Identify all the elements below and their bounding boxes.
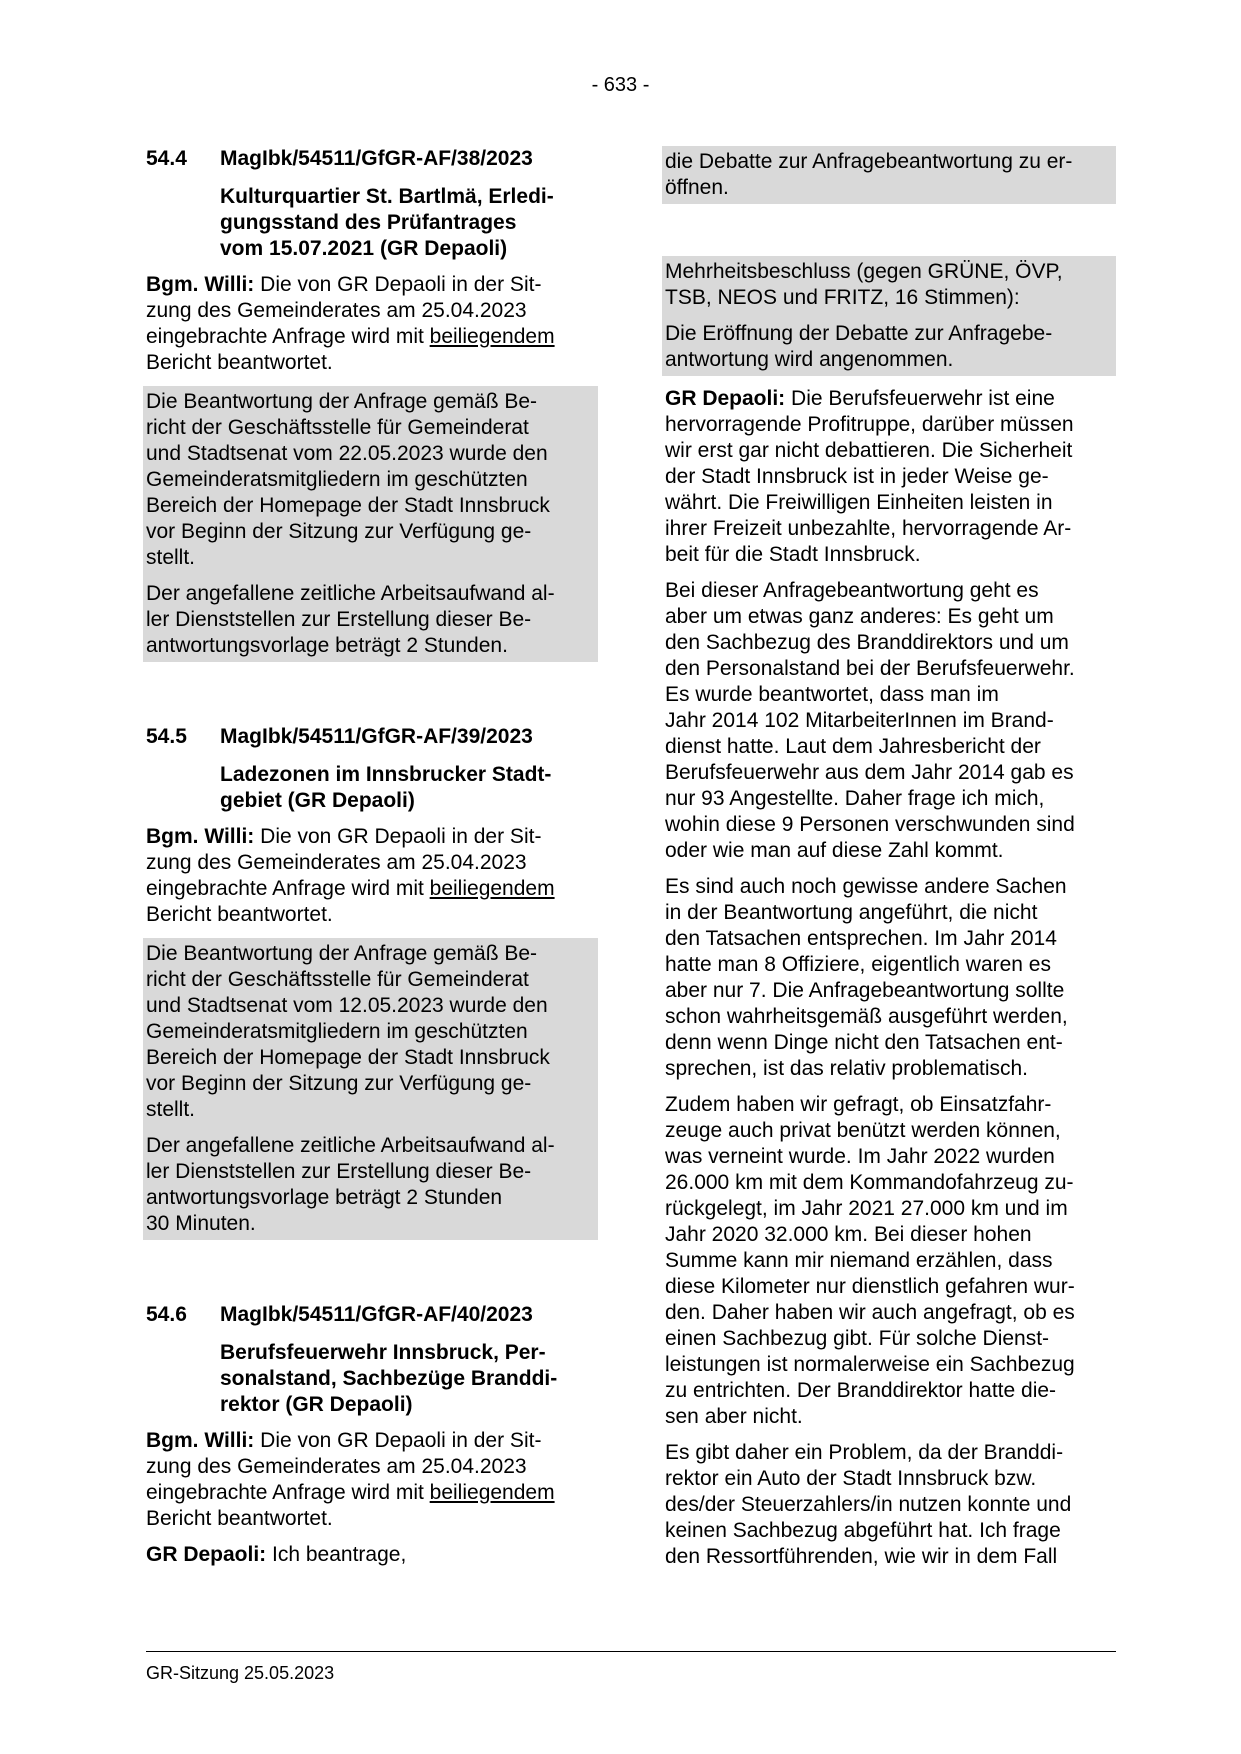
answer-note-block xyxy=(143,386,598,662)
section-title: Ladezonen im Innsbrucker Stadt- gebiet (GR Depaoli) xyxy=(220,763,552,812)
footer-session-date: GR-Sitzung 25.05.2023 xyxy=(146,1663,335,1683)
section-title: Kulturquartier St. Bartlmä, Erledi- gungsstand des Prüfantrages vom 15.07.2021 (GR Depaoli) xyxy=(220,185,554,260)
section-number: 54.6 xyxy=(146,1303,187,1326)
resolution-result: Die Eröffnung der Debatte zur Anfragebe- antwortung wird angenommen. xyxy=(665,322,1053,371)
speaker-name: Bgm. Willi: xyxy=(146,273,255,296)
motion-statement: GR Depaoli: Ich beantrage, xyxy=(146,1543,407,1566)
mayor-statement: Bgm. Willi: Die von GR Depaoli in der Sit- zung des Gemeinderates am 25.04.2023 eingebrachte Anfrage wird mit beiliegendem Bericht beantwortet. xyxy=(146,1429,555,1530)
speech-paragraph: Zudem haben wir gefragt, ob Einsatzfahr- zeuge auch privat benützt werden können, was verneint wurde. Im Jahr 2022 wurden 26.000 km mit dem Kommandofahrzeug zu- rückgelegt, im Jahr 2021 27.000 km und im Jahr 2020 32.000 km. Bei dieser hohen Summe kann mir niemand erzählen, dass diese Kilometer nur dienstlich gefahren wur- den. Daher haben wir auch angefragt, ob es einen Sachbezug gibt. Für solche Dienst- leistungen ist normalerweise ein Sachbezug zu entrichten. Der Branddirektor hatte die- sen aber nicht. xyxy=(665,1093,1075,1428)
section-number: 54.5 xyxy=(146,725,187,748)
section-reference: MagIbk/54511/GfGR-AF/38/2023 xyxy=(220,147,533,170)
speaker-name: GR Depaoli: xyxy=(665,387,786,410)
speech-paragraph: Es sind auch noch gewisse andere Sachen in der Beantwortung angeführt, die nicht den Tatsachen entsprechen. Im Jahr 2014 hatte man 8 Offiziere, eigentlich waren es aber nur 7. Die Anfragebeantwortung sollte schon wahrheitsgemäß ausgeführt werden, denn wenn Dinge nicht den Tatsachen ent- sprechen, ist das relativ problematisch. xyxy=(665,875,1068,1080)
resolution-vote: Mehrheitsbeschluss (gegen GRÜNE, ÖVP, TSB, NEOS und FRITZ, 16 Stimmen): xyxy=(665,260,1063,309)
section-reference: MagIbk/54511/GfGR-AF/39/2023 xyxy=(220,725,533,748)
right-column xyxy=(665,146,1116,1580)
mayor-statement: Bgm. Willi: Die von GR Depaoli in der Sit- zung des Gemeinderates am 25.04.2023 eingebrachte Anfrage wird mit beiliegendem Bericht beantwortet. xyxy=(146,273,555,374)
speech-paragraph: Es gibt daher ein Problem, da der Branddi- rektor ein Auto der Stadt Innsbruck bzw. des/der Steuerzahlers/in nutzen konnte und keinen Sachbezug abgeführt hat. Ich frage den Ressortführenden, wie wir in dem Fall xyxy=(665,1441,1072,1568)
motion-continuation: die Debatte zur Anfragebeantwortung zu er- öffnen. xyxy=(662,146,1116,204)
mayor-statement: Bgm. Willi: Die von GR Depaoli in der Sit- zung des Gemeinderates am 25.04.2023 eingebrachte Anfrage wird mit beiliegendem Bericht beantwortet. xyxy=(146,825,555,926)
answer-note: Die Beantwortung der Anfrage gemäß Be- richt der Geschäftsstelle für Gemeinderat und Stadtsenat vom 22.05.2023 wurde den Gemeinderatsmitgliedern im geschützten Bereich der Homepage der Stadt Innsbruck vor Beginn der Sitzung zur Verfügung ge- stellt. xyxy=(146,390,550,569)
left-column xyxy=(146,146,598,1578)
resolution-block xyxy=(662,256,1116,376)
footer-divider xyxy=(146,1651,1116,1652)
speaker-name: Bgm. Willi: xyxy=(146,825,255,848)
speech-paragraph: Bei dieser Anfragebeantwortung geht es aber um etwas ganz anderes: Es geht um den Sachbezug des Branddirektors und um den Personalstand bei der Berufsfeuerwehr. Es wurde beantwortet, dass man im Jahr 2014 102 MitarbeiterInnen im Brand- dienst hatte. Laut dem Jahresbericht der Berufsfeuerwehr aus dem Jahr 2014 gab es nur 93 Angestellte. Daher frage ich mich, wohin diese 9 Personen verschwunden sind oder wie man auf diese Zahl kommt. xyxy=(665,579,1075,862)
section-heading xyxy=(146,724,598,750)
effort-note: Der angefallene zeitliche Arbeitsaufwand al- ler Dienststellen zur Erstellung dieser Be- antwortungsvorlage beträgt 2 Stunden 30 Minuten. xyxy=(146,1134,555,1235)
section-number: 54.4 xyxy=(146,147,187,170)
speech-paragraph: GR Depaoli: Die Berufsfeuerwehr ist eine hervorragende Profitruppe, darüber müssen wir erst gar nicht debattieren. Die Sicherheit der Stadt Innsbruck ist in jeder Weise ge- währt. Die Freiwilligen Einheiten leisten in ihrer Freizeit unbezahlte, hervorragende Ar- beit für die Stadt Innsbruck. xyxy=(665,387,1074,566)
section-reference: MagIbk/54511/GfGR-AF/40/2023 xyxy=(220,1303,533,1326)
speaker-name: Bgm. Willi: xyxy=(146,1429,255,1452)
page-number: - 633 - xyxy=(591,74,650,96)
section-heading xyxy=(146,146,598,172)
answer-note: Die Beantwortung der Anfrage gemäß Be- richt der Geschäftsstelle für Gemeinderat und Stadtsenat vom 12.05.2023 wurde den Gemeinderatsmitgliedern im geschützten Bereich der Homepage der Stadt Innsbruck vor Beginn der Sitzung zur Verfügung ge- stellt. xyxy=(146,942,550,1121)
section-title: Berufsfeuerwehr Innsbruck, Per- sonalstand, Sachbezüge Branddi- rektor (GR Depaoli) xyxy=(220,1341,558,1416)
effort-note: Der angefallene zeitliche Arbeitsaufwand al- ler Dienststellen zur Erstellung dieser Be- antwortungsvorlage beträgt 2 Stunden. xyxy=(146,582,555,657)
speaker-name: GR Depaoli: xyxy=(146,1543,267,1566)
section-heading xyxy=(146,1302,598,1328)
answer-note-block xyxy=(143,938,598,1240)
